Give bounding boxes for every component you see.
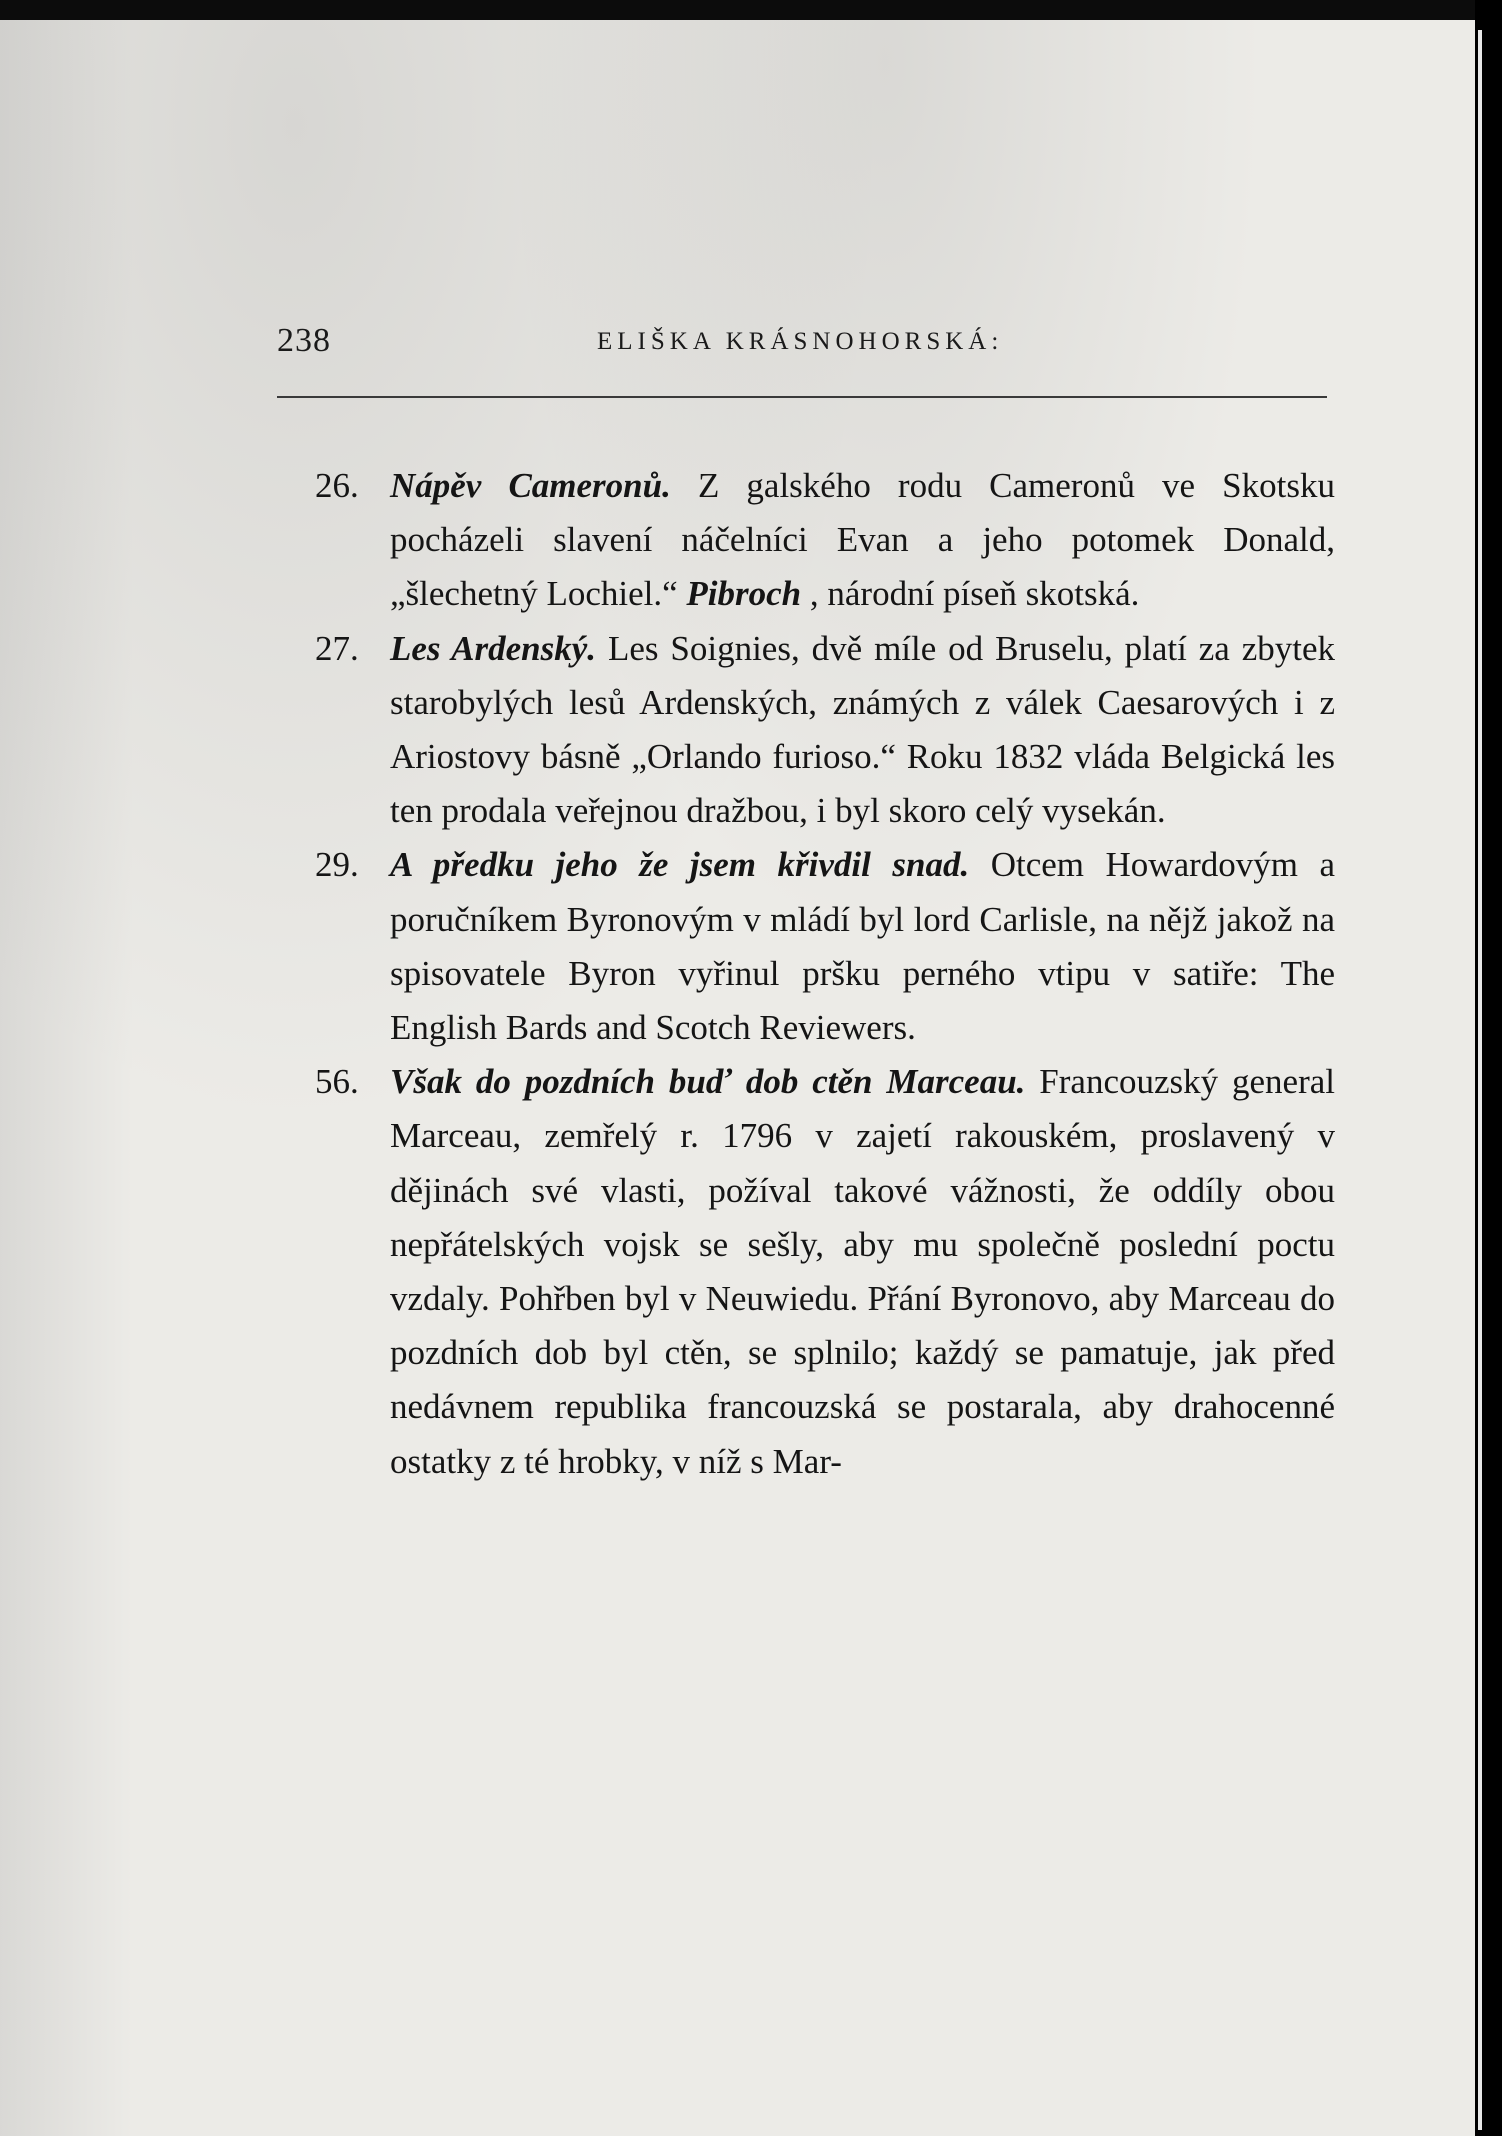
notes-list [315,459,1335,1489]
note-number: 26. [315,466,359,505]
note-text-end: , národní píseň skotská. [809,574,1140,614]
note-text: Francouzský general Marceau, zemřelý r. 1796 v zajetí rakouském, proslavený v dějinách své vlasti, požíval takové vážnosti, že oddíly obou nepřátelských vojsk se sešly, aby mu společně poslední poctu vzdaly. Pohřben byl v Neuwiedu. Přání Byronovo, aby Marceau do pozdních dob byl ctěn, se splnilo; každý se pamatuje, jak před nedávnem republika francouzská se postarala, aby drahocenné ostatky z té hrobky, v níž s Mar- [390,1062,1335,1481]
note-title: Nápěv Cameronů. [390,466,671,505]
note-number: 27. [315,628,359,668]
note-title: Les Ardenský. [390,628,597,668]
note-text: Otcem Howardovým a poručníkem Byronovým v mládí byl lord Carlisle, na nějž jakož na spisovatele Byron vyřinul pršku perného vtipu v satiře: The English Bards and Scotch Reviewers. [390,845,1336,1048]
scan-edge-line [1478,30,1482,2130]
page-number: 238 [277,322,331,359]
note-text: Les Soignies, dvě míle od Bruselu, platí za zbytek starobylých lesů Ardenských, známých z válek Caesarových i z Ariostovy básně „Orlando furioso.“ Roku 1832 vláda Belgická les ten prodala veřejnou dražbou, i byl skoro celý vysekán. [390,628,1336,831]
note-title: Však do pozdních buď dob ctěn Marceau. [390,1062,1026,1102]
note-56 [315,1055,1335,1489]
note-number: 56. [315,1062,359,1102]
note-title: A předku jeho že jsem křivdil snad. [390,845,970,885]
note-title-pibroch: Pibroch [686,574,802,614]
page-header [277,322,1327,362]
note-number: 29. [315,845,359,885]
note-text: Z galského rodu Cameronů ve Skotsku pocházeli slavení náčelníci Evan a jeho potomek Donald, „šlechetný Lochiel.“ [390,466,1335,614]
note-27 [315,622,1335,839]
note-26 [315,459,1335,622]
header-rule [277,396,1327,398]
running-head: ELIŠKA KRÁSNOHORSKÁ: [597,328,1004,355]
note-29 [315,838,1335,1055]
